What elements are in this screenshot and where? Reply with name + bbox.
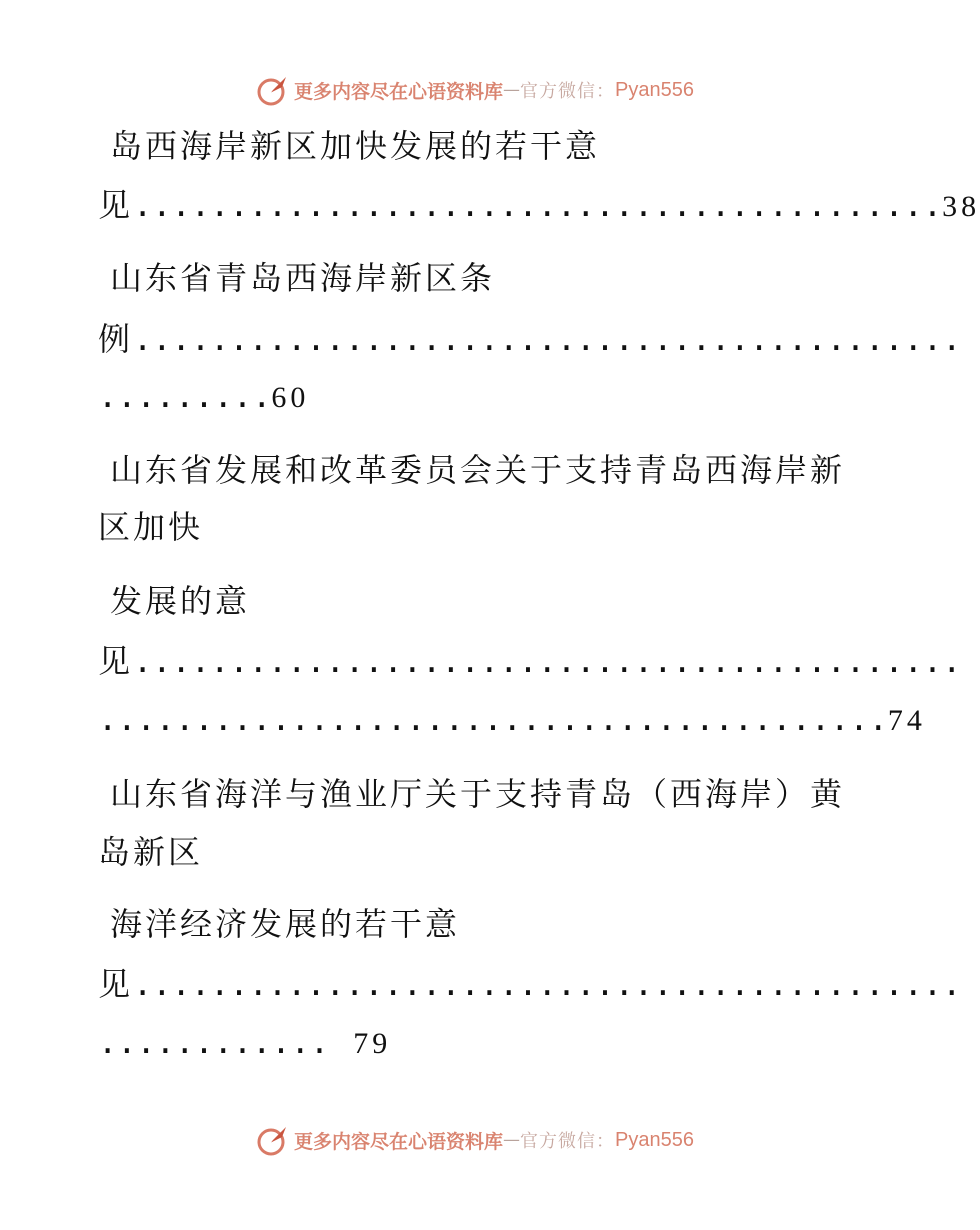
watermark-footer <box>0 1120 950 1160</box>
toc-entry-leader-cont <box>98 377 310 415</box>
toc-entry-leader-cont <box>98 700 926 738</box>
toc-entry-title: 岛西海岸新区加快发展的若干意 <box>110 127 601 165</box>
toc-entry-leader <box>98 186 980 224</box>
watermark-label: 官方微信： <box>520 1131 616 1152</box>
toc-lead-char: 例 <box>98 320 134 358</box>
watermark-id: Pyan556 <box>615 1128 694 1151</box>
toc-dots: ............ <box>98 1023 330 1061</box>
toc-entry-title: 山东省青岛西海岸新区条 <box>110 259 496 297</box>
toc-dots: ........................................... <box>133 320 962 358</box>
toc-dots: ......................................... <box>98 700 888 738</box>
toc-lead-char: 见 <box>98 965 134 1003</box>
toc-dots: .......................................... <box>133 186 943 224</box>
toc-entry-leader <box>98 965 962 1003</box>
toc-entry-leader <box>98 642 962 680</box>
toc-lead-char: 见 <box>98 186 134 224</box>
toc-dots: ........................................... <box>133 642 962 680</box>
toc-entry-leader-cont <box>98 1023 392 1061</box>
toc-entry-title-cont: 岛新区 <box>98 833 204 871</box>
toc-dots: ......... <box>98 377 272 415</box>
watermark-id: Pyan556 <box>615 78 694 101</box>
toc-lead-char: 见 <box>98 642 134 680</box>
toc-entry-title-cont: 发展的意 <box>110 582 251 620</box>
toc-page-number: 74 <box>887 704 926 737</box>
toc-page-number: 60 <box>271 381 310 414</box>
toc-entry-title-cont: 区加快 <box>98 508 204 546</box>
toc-page-number: 79 <box>353 1027 392 1060</box>
watermark-header <box>0 70 950 110</box>
watermark-separator: — <box>503 1130 521 1150</box>
toc-entry-leader <box>98 320 962 358</box>
quill-logo-icon <box>256 1123 290 1157</box>
watermark-label: 官方微信： <box>520 81 616 102</box>
watermark-separator: — <box>503 80 521 100</box>
toc-entry-title-cont: 海洋经济发展的若干意 <box>110 905 461 943</box>
quill-logo-icon <box>256 73 290 107</box>
watermark-main-text: 更多内容尽在心语资料库 <box>294 80 504 103</box>
toc-dots: ........................................... <box>133 965 962 1003</box>
toc-entry-title: 山东省海洋与渔业厅关于支持青岛（西海岸）黄 <box>110 775 846 813</box>
toc-entry-title: 山东省发展和改革委员会关于支持青岛西海岸新 <box>110 451 846 489</box>
watermark-main-text: 更多内容尽在心语资料库 <box>294 1130 504 1153</box>
toc-page-number: 38 <box>942 190 980 223</box>
